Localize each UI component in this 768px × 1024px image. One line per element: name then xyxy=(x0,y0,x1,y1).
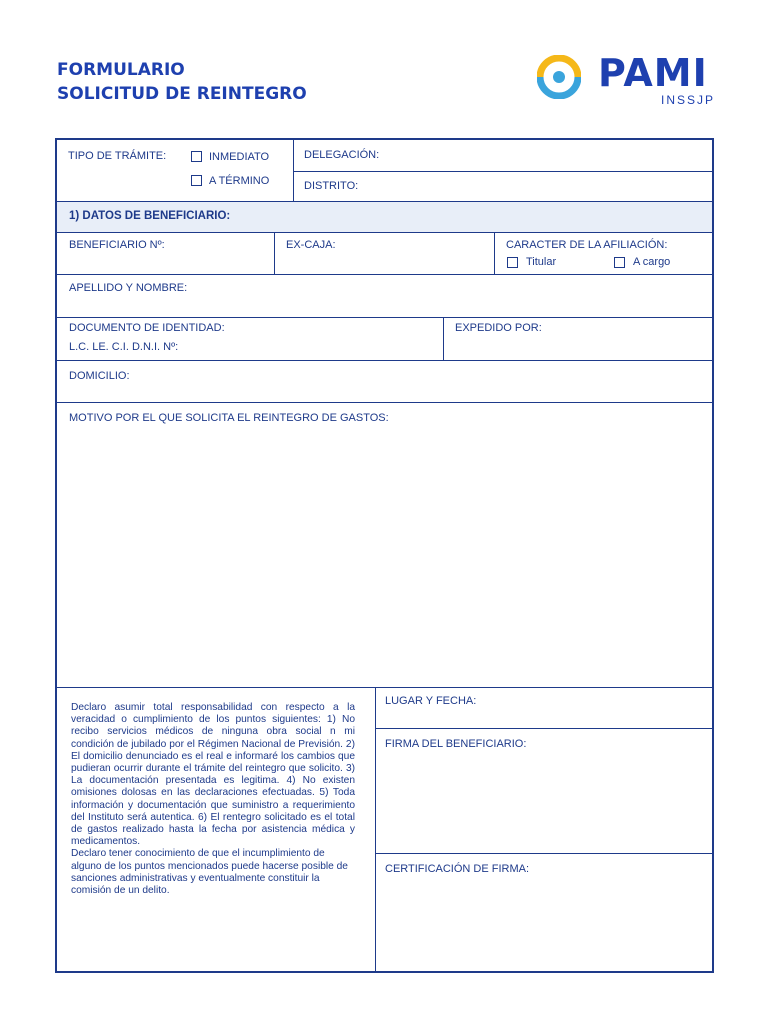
ex-caja-label: EX-CAJA: xyxy=(286,239,336,251)
declaracion-text xyxy=(71,702,355,897)
domicilio-label: DOMICILIO: xyxy=(69,370,130,382)
inmediato-checkbox[interactable] xyxy=(191,151,202,162)
row-line xyxy=(56,317,713,318)
apellido-label: APELLIDO Y NOMBRE: xyxy=(69,282,188,294)
declaracion-paragraph-1: Declaro asumir total responsabilidad con respecto a la veracidad o cumplimiento de los puntos siguientes: 1) No recibo servicios médicos de ninguna obra social n mi condición de jubilado por el Régimen Nacional de Previsión. 2) El domicilio denunciado es el real e informaré los cambios que pudieran ocurrir durante el trámite del reintegro que solicito. 3) La documentación presentada es legitima. 4) No existen omisiones dolosas en las declaraciones efectuadas. 5) Toda información y documentación que suministro a requerimiento del Instituto será autentica. 6) El rentegro solicitado es el total de gastos realizado hasta la fecha por asistencia médica y medicamentos. xyxy=(71,702,355,848)
bottom-divider xyxy=(375,688,376,972)
inmediato-label: INMEDIATO xyxy=(209,151,270,163)
logo-text: PAMI xyxy=(598,51,708,95)
row-line xyxy=(56,687,713,688)
certificacion-label: CERTIFICACIÓN DE FIRMA: xyxy=(385,863,530,875)
row-line xyxy=(56,402,713,403)
titular-checkbox[interactable] xyxy=(507,257,518,268)
pami-logo-icon xyxy=(537,55,581,99)
documento-divider xyxy=(443,318,444,360)
section-datos-beneficiario xyxy=(57,202,712,232)
lugar-fecha-label: LUGAR Y FECHA: xyxy=(385,695,477,707)
a-termino-label: A TÉRMINO xyxy=(209,175,270,187)
a-cargo-checkbox[interactable] xyxy=(614,257,625,268)
pami-logo xyxy=(537,51,717,111)
row-line xyxy=(56,360,713,361)
firma-label: FIRMA DEL BENEFICIARIO: xyxy=(385,738,527,750)
logo-subtext: INSSJP xyxy=(661,93,716,107)
row-line xyxy=(376,853,713,854)
beneficiario-no-label: BENEFICIARIO Nº: xyxy=(69,239,165,251)
caracter-label: CARACTER DE LA AFILIACIÓN: xyxy=(506,239,668,251)
section-title: 1) DATOS DE BENEFICIARIO: xyxy=(69,210,231,222)
delegacion-label: DELEGACIÓN: xyxy=(304,149,380,161)
beneficiario-divider-1 xyxy=(274,233,275,274)
beneficiario-divider-2 xyxy=(494,233,495,274)
title-line-1: FORMULARIO xyxy=(57,60,185,80)
delegacion-divider xyxy=(294,171,713,172)
doc-types-label: L.C. LE. C.I. D.N.I. Nº: xyxy=(69,341,179,353)
tipo-tramite-label: TIPO DE TRÁMITE: xyxy=(68,150,167,162)
a-cargo-label: A cargo xyxy=(633,256,671,268)
row-line xyxy=(56,232,713,233)
row-line xyxy=(56,274,713,275)
title-line-2: SOLICITUD DE REINTEGRO xyxy=(57,84,307,104)
a-termino-checkbox[interactable] xyxy=(191,175,202,186)
declaracion-paragraph-2: Declaro tener conocimiento de que el incumplimiento de alguno de los puntos mencionados puede hacerse posible de sanciones administrativas y eventualmente constituir la comisión de un delito. xyxy=(71,848,348,897)
expedido-label: EXPEDIDO POR: xyxy=(455,322,542,334)
page-title xyxy=(57,58,307,106)
distrito-label: DISTRITO: xyxy=(304,180,359,192)
motivo-label: MOTIVO POR EL QUE SOLICITA EL REINTEGRO DE GASTOS: xyxy=(69,412,389,424)
documento-label: DOCUMENTO DE IDENTIDAD: xyxy=(69,322,225,334)
titular-label: Titular xyxy=(526,256,557,268)
row-line xyxy=(376,728,713,729)
